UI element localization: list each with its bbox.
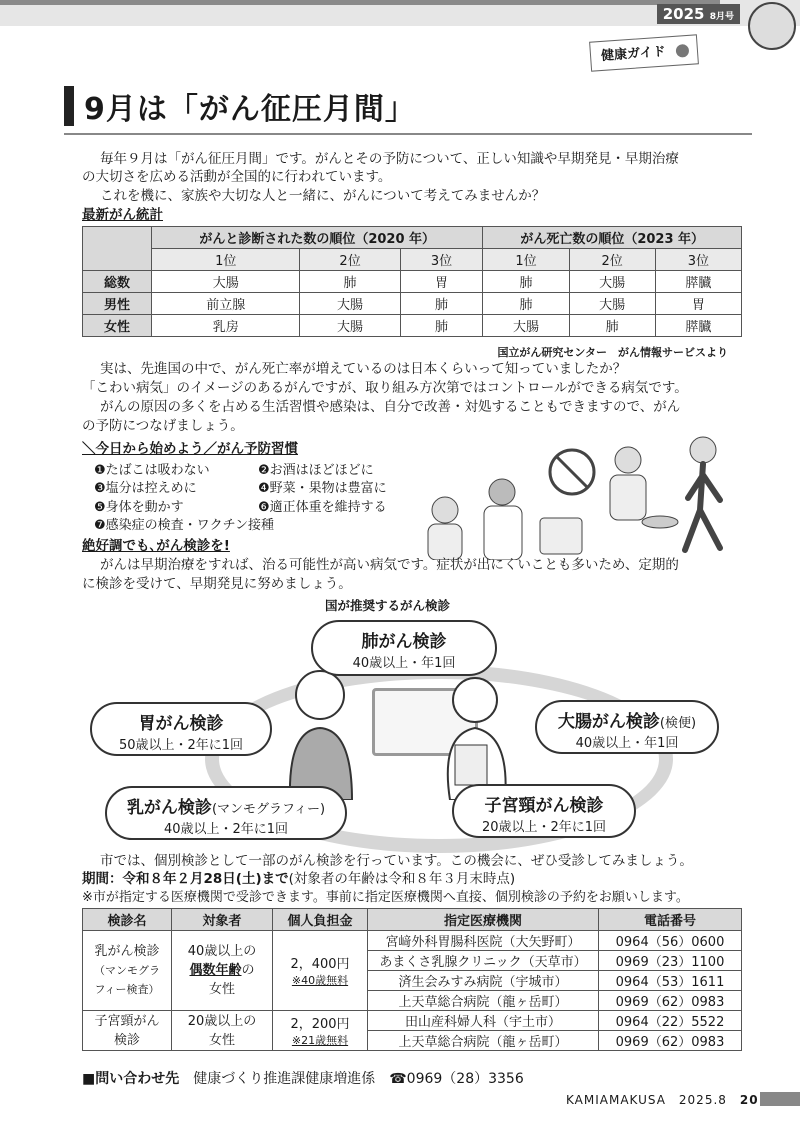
bubble-cervix bbox=[452, 784, 636, 838]
table-cell: 大腸 bbox=[300, 293, 400, 315]
doctor-patient-illustration bbox=[280, 660, 520, 800]
rank-header: 1位 bbox=[483, 249, 569, 271]
checkup-heading: 絶好調でも､がん検診を! bbox=[82, 538, 230, 554]
person-eating-head bbox=[615, 447, 641, 473]
cervix-checkup-name: 子宮頸がん 検診 bbox=[83, 1011, 172, 1051]
table-cell: 大腸 bbox=[152, 271, 300, 293]
intro-line-2: の大切さを広める活動が全国的に行われています。 bbox=[82, 169, 392, 185]
breast-fee: 2，400円 ※40歳無料 bbox=[273, 931, 368, 1011]
bubble-lung bbox=[311, 620, 497, 676]
table-cell: 肺 bbox=[400, 315, 483, 337]
table-cell: 膵臓 bbox=[655, 315, 741, 337]
table-cell: 大腸 bbox=[569, 293, 655, 315]
cervix-target: 20歳以上の 女性 bbox=[172, 1011, 273, 1051]
nurse-head bbox=[489, 479, 515, 505]
diagram-title: 国が推奨するがん検診 bbox=[325, 598, 451, 613]
habit-item: ❶たばこは吸わない bbox=[94, 463, 210, 478]
habit-item: ❷お酒はほどほどに bbox=[258, 463, 374, 478]
habit-item: ❸塩分は控えめに bbox=[94, 481, 197, 496]
body-line-1: 実は、先進国の中で、がん死亡率が増えているのは日本くらいって知っていましたか？ bbox=[100, 361, 627, 377]
footer-bar bbox=[760, 1092, 800, 1106]
stats-heading: 最新がん統計 bbox=[82, 207, 163, 223]
health-illustration bbox=[420, 430, 740, 560]
stats-corner bbox=[83, 227, 152, 271]
rank-header: 2位 bbox=[569, 249, 655, 271]
table-row bbox=[83, 293, 742, 315]
breast-checkup-name: 乳がん検診 （マンモグラ フィー検査） bbox=[83, 931, 172, 1011]
col-header: 対象者 bbox=[172, 909, 273, 931]
bubble-detail: 50歳以上・2年に1回 bbox=[118, 738, 244, 753]
checkup-line-2: に検診を受けて、早期発見に努めましょう。 bbox=[82, 576, 352, 592]
rank-header: 3位 bbox=[655, 249, 741, 271]
stats-source: 国立がん研究センター がん情報サービスより bbox=[497, 346, 728, 359]
table-cell: 乳房 bbox=[152, 315, 300, 337]
body-line-4: の予防につなげましょう。 bbox=[82, 418, 244, 434]
habit-item: ❺身体を動かす bbox=[94, 500, 184, 515]
bubble-name: 肺がん検診 bbox=[361, 632, 447, 652]
body-line-2: 「こわい病気」のイメージのあるがんですが、取り組み方次第ではコントロールができる病気です。 bbox=[82, 380, 688, 396]
clinic-tel: 0964（22）5522 bbox=[599, 1011, 742, 1031]
header-stripe bbox=[0, 0, 720, 5]
rank-header: 1位 bbox=[152, 249, 300, 271]
page-title: 9月は「がん征圧月間」 bbox=[84, 92, 416, 127]
footer-text: KAMIAMAKUSA 2025.8 20 bbox=[566, 1093, 759, 1107]
clinic-name: 上天草総合病院（龍ヶ岳町） bbox=[368, 991, 599, 1011]
bubble-name: 乳がん検診(マンモグラフィー) bbox=[126, 798, 326, 818]
row-label: 男性 bbox=[83, 293, 152, 315]
city-line-1: 市では、個別検診として一部のがん検診を行っています。この機会に、ぜひ受診してみましょう。 bbox=[100, 853, 693, 869]
row-label: 女性 bbox=[83, 315, 152, 337]
table-row bbox=[83, 271, 742, 293]
table-row bbox=[83, 315, 742, 337]
contact-line: ■問い合わせ先 健康づくり推進課健康増進係 ☎0969（28）3356 bbox=[82, 1071, 524, 1087]
rank-header: 3位 bbox=[400, 249, 483, 271]
bubble-stomach bbox=[90, 702, 272, 756]
rank-header: 2位 bbox=[300, 249, 400, 271]
clinic-table bbox=[82, 908, 742, 1051]
table-row bbox=[83, 931, 742, 951]
issue-label: 2025 8月号 bbox=[657, 4, 740, 24]
bubble-detail: 20歳以上・2年に1回 bbox=[481, 820, 607, 835]
bubble-colon bbox=[535, 700, 719, 754]
clinic-tel: 0969（23）1100 bbox=[599, 951, 742, 971]
table-cell: 肺 bbox=[483, 293, 569, 315]
city-note: ※市が指定する医療機関で受診できます。事前に指定医療機関へ直接、個別検診の予約をお願いします。 bbox=[82, 890, 689, 905]
col-header: 個人負担金 bbox=[273, 909, 368, 931]
stats-group-death: がん死亡数の順位（2023 年） bbox=[483, 227, 742, 249]
habit-item: ❹野菜・果物は豊富に bbox=[258, 481, 387, 496]
clinic-name: 宮﨑外科胃腸科医院（大矢野町） bbox=[368, 931, 599, 951]
cervix-fee: 2，200円 ※21歳無料 bbox=[273, 1011, 368, 1051]
table-cell: 大腸 bbox=[300, 315, 400, 337]
habits-heading: ＼今日から始めよう／がん予防習慣 bbox=[82, 441, 298, 457]
mascot-icon bbox=[748, 2, 796, 50]
clinic-name: 済生会みすみ病院（宇城市） bbox=[368, 971, 599, 991]
bubble-detail: 40歳以上・年1回 bbox=[352, 656, 456, 671]
col-header: 電話番号 bbox=[599, 909, 742, 931]
bubble-name: 大腸がん検診(検便) bbox=[557, 712, 697, 732]
clinic-name: あまくさ乳腺クリニック（天草市） bbox=[368, 951, 599, 971]
table-cell: 胃 bbox=[655, 293, 741, 315]
intro-line-3: これを機に、家族や大切な人と一緒に、がんについて考えてみませんか？ bbox=[100, 188, 546, 204]
table-cell: 膵臓 bbox=[655, 271, 741, 293]
clinic-tel: 0969（62）0983 bbox=[599, 991, 742, 1011]
title-accent bbox=[64, 86, 74, 126]
section-tag: 健康ガイド bbox=[589, 34, 699, 71]
col-header: 検診名 bbox=[83, 909, 172, 931]
table-row bbox=[83, 1011, 742, 1031]
clinic-tel: 0964（56）0600 bbox=[599, 931, 742, 951]
intro-line-1: 毎年９月は「がん征圧月間」です。がんとその予防について、正しい知識や早期発見・早期治療 bbox=[100, 151, 679, 167]
clinic-name: 田山産科婦人科（宇土市） bbox=[368, 1011, 599, 1031]
cancer-stats-table bbox=[82, 226, 742, 337]
habit-item: ❼感染症の検査・ワクチン接種 bbox=[94, 518, 275, 533]
table-cell: 大腸 bbox=[569, 271, 655, 293]
clinic-tel: 0969（62）0983 bbox=[599, 1031, 742, 1051]
table-cell: 前立腺 bbox=[152, 293, 300, 315]
bubble-detail: 40歳以上・2年に1回 bbox=[163, 822, 289, 837]
bubble-name: 胃がん検診 bbox=[138, 714, 224, 734]
table-cell: 肺 bbox=[400, 293, 483, 315]
bubble-detail: 40歳以上・年1回 bbox=[575, 736, 679, 751]
person-walking-head bbox=[690, 437, 716, 463]
table-cell: 大腸 bbox=[483, 315, 569, 337]
body-line-3: がんの原因の多くを占める生活習慣や感染は、自分で改善・対処することもできますので、がん bbox=[100, 399, 681, 415]
table-cell: 肺 bbox=[569, 315, 655, 337]
cup-noodle-icon bbox=[540, 518, 582, 554]
col-header: 指定医療機関 bbox=[368, 909, 599, 931]
patient-head bbox=[432, 497, 458, 523]
period: 期間：令和８年２月28日(土)まで(対象者の年齢は令和８年３月末時点) bbox=[82, 871, 516, 887]
table-cell: 肺 bbox=[300, 271, 400, 293]
clinic-tel: 0964（53）1611 bbox=[599, 971, 742, 991]
bubble-breast bbox=[105, 786, 347, 840]
table-cell: 胃 bbox=[400, 271, 483, 293]
bubble-name: 子宮頸がん検診 bbox=[484, 796, 604, 816]
title-rule bbox=[64, 133, 752, 135]
table-cell: 肺 bbox=[483, 271, 569, 293]
clinic-name: 上天草総合病院（龍ヶ岳町） bbox=[368, 1031, 599, 1051]
row-label: 総数 bbox=[83, 271, 152, 293]
stats-group-diagnosis: がんと診断された数の順位（2020 年） bbox=[152, 227, 483, 249]
breast-target: 40歳以上の 偶数年齢の 女性 bbox=[172, 931, 273, 1011]
habit-item: ❻適正体重を維持する bbox=[258, 500, 387, 515]
tag-hole-icon bbox=[676, 44, 690, 58]
checkup-line-1: がんは早期治療をすれば、治る可能性が高い病気です。症状が出にくいことも多いため、定期的 bbox=[100, 557, 679, 573]
